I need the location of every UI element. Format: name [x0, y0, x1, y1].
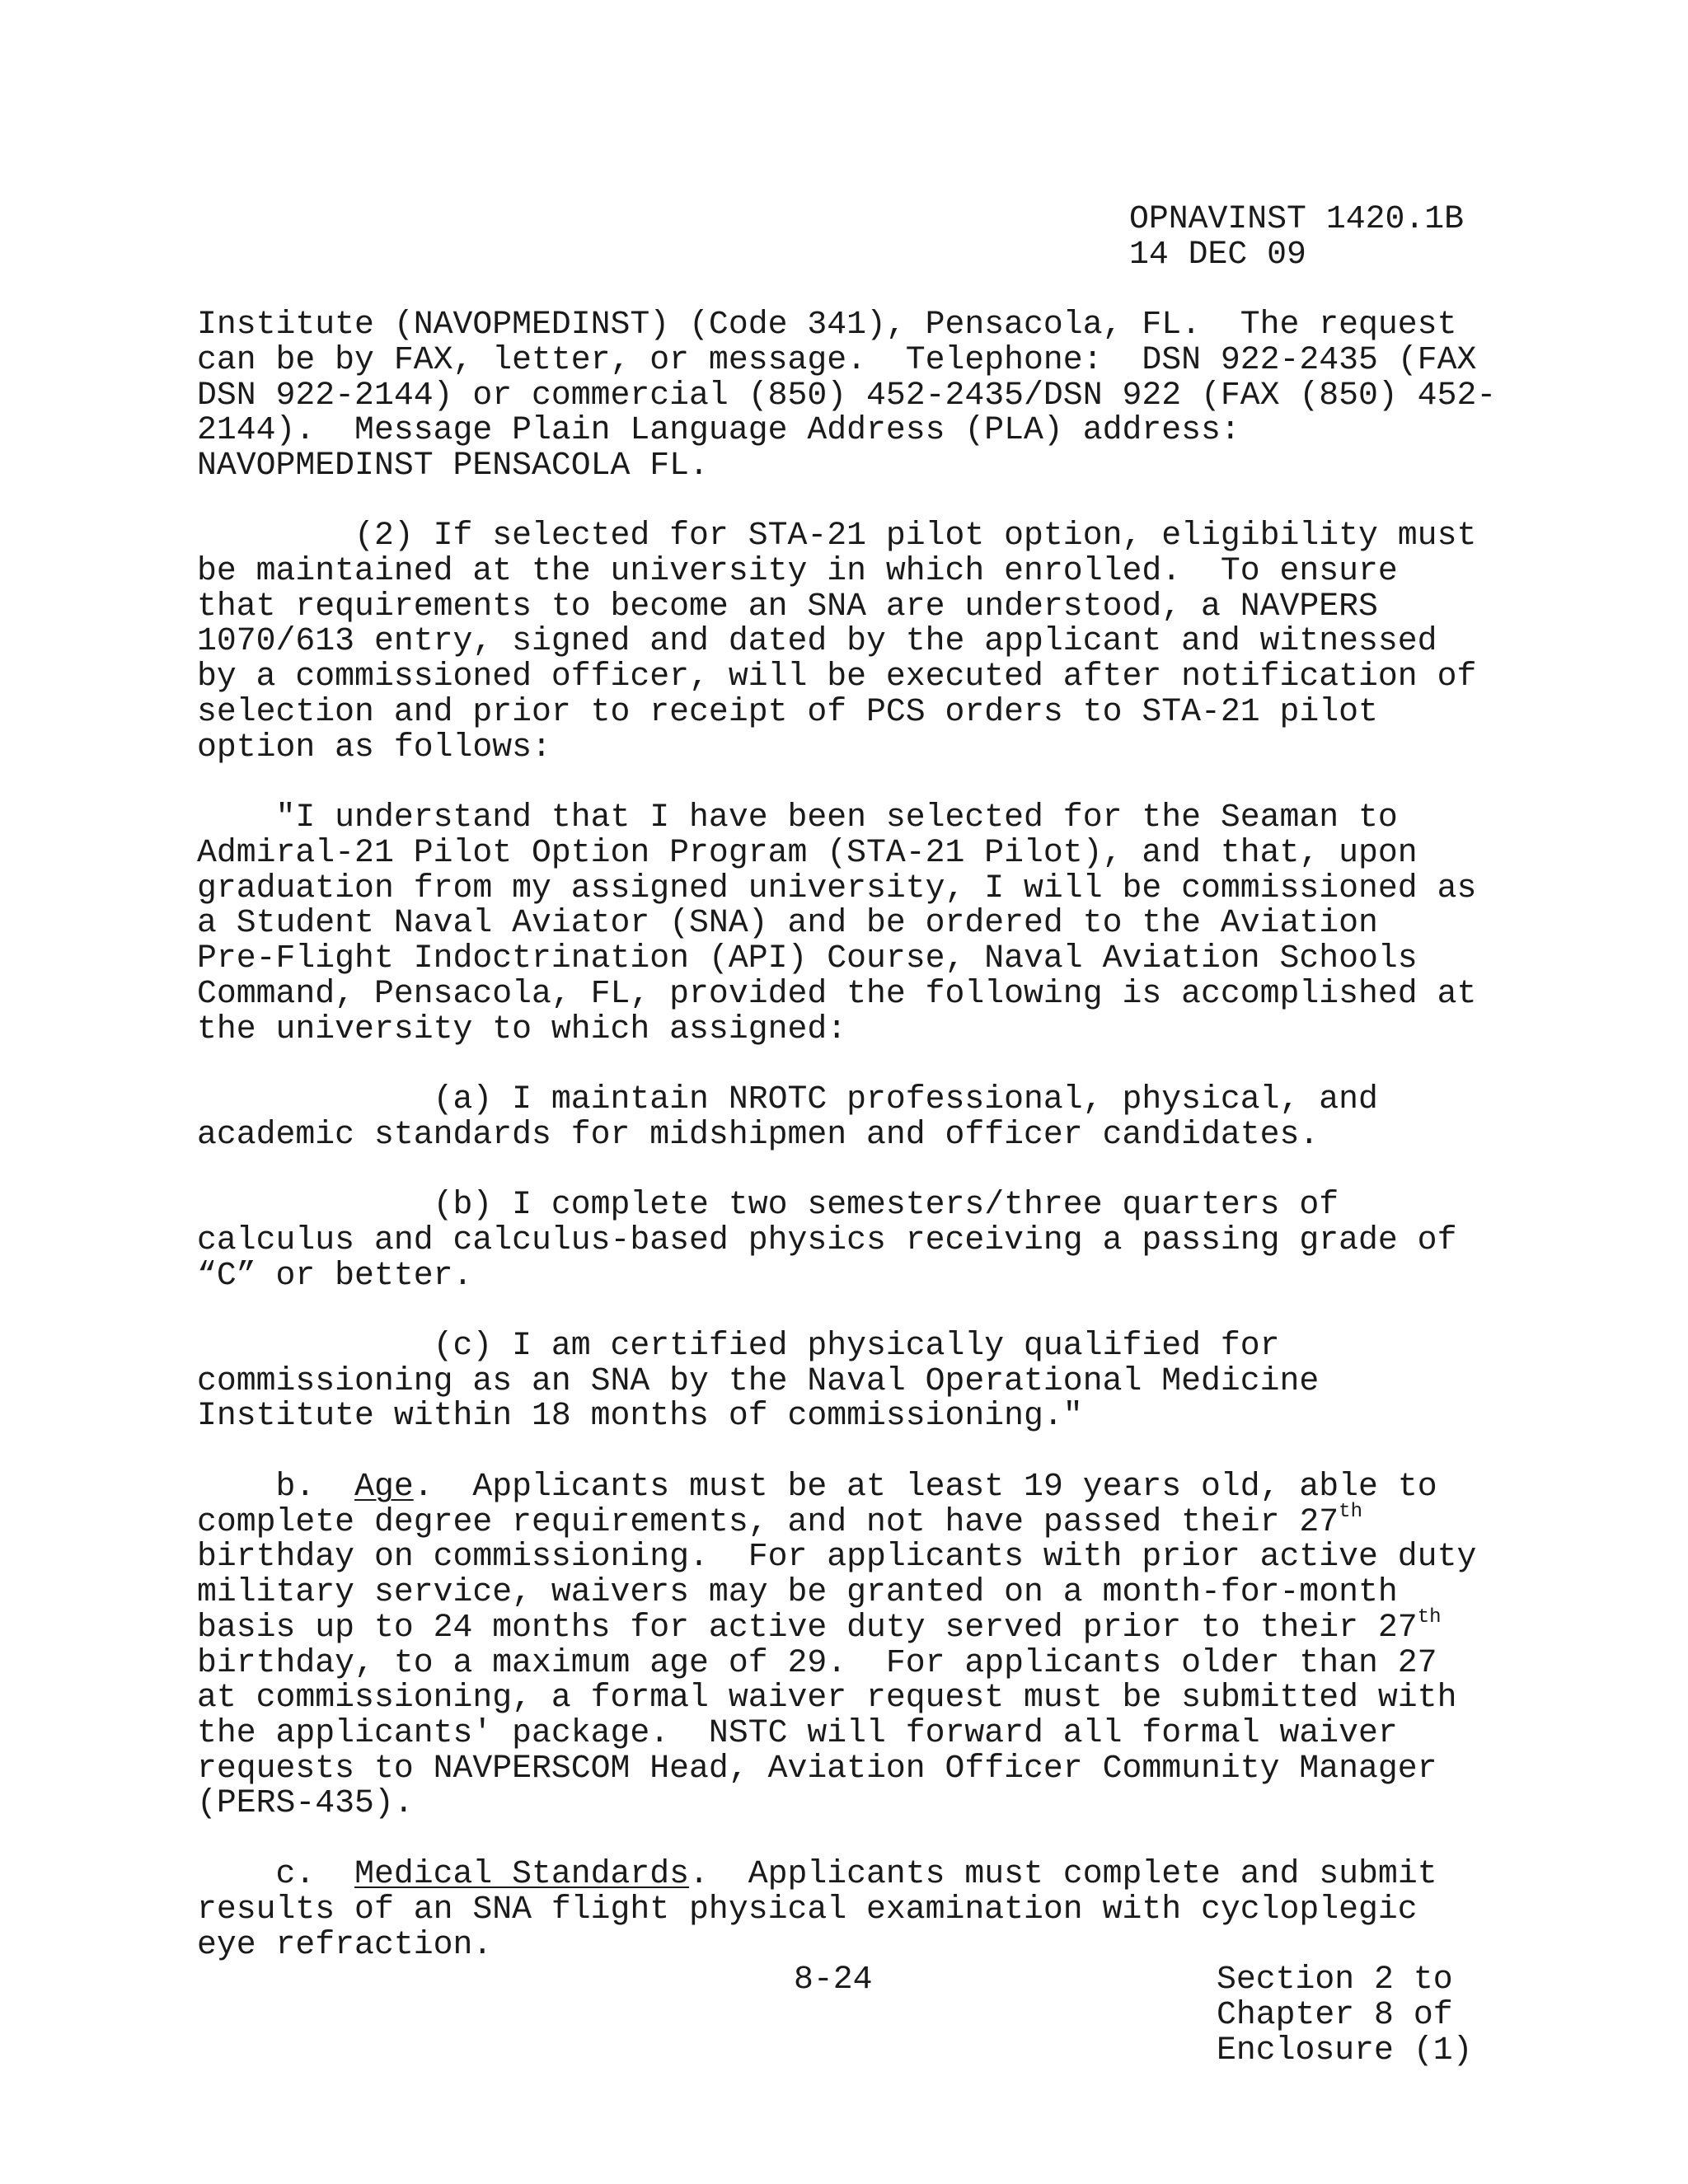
contact-line: 2144). Message Plain Language Address (PLA) address:	[197, 411, 1240, 448]
superscript-th: th	[1339, 1501, 1362, 1523]
contact-line: can be by FAX, letter, or message. Telephone: DSN 922-2435 (FAX	[197, 341, 1477, 378]
medical-line: eye refraction.	[197, 1926, 493, 1963]
item-a-line: academic standards for midshipmen and officer candidates.	[197, 1116, 1320, 1153]
age-line: the applicants' package. NSTC will forward all formal waiver	[197, 1714, 1398, 1751]
statement-line: the university to which assigned:	[197, 1010, 847, 1047]
para2-line: option as follows:	[197, 729, 551, 766]
superscript-th: th	[1417, 1606, 1442, 1629]
contact-line: NAVOPMEDINST PENSACOLA FL.	[197, 447, 709, 484]
item-a-line: (a) I maintain NROTC professional, physical, and	[197, 1080, 1378, 1118]
statement-line: a Student Naval Aviator (SNA) and be ordered to the Aviation	[197, 904, 1378, 941]
statement-line: graduation from my assigned university, I will be commissioned as	[197, 869, 1477, 907]
page-number: 8-24	[794, 1961, 873, 1998]
age-line: complete degree requirements, and not have passed their 27th	[197, 1501, 1362, 1540]
statement-line: Command, Pensacola, FL, provided the following is accomplished at	[197, 975, 1477, 1012]
para2-line: be maintained at the university in which enrolled. To ensure	[197, 552, 1398, 589]
para2-line: 1070/613 entry, signed and dated by the applicant and witnessed	[197, 622, 1437, 659]
footer-section-line: Section 2 to	[1217, 1961, 1453, 1998]
para2-line: selection and prior to receipt of PCS orders to STA-21 pilot	[197, 693, 1378, 730]
item-b-line: (b) I complete two semesters/three quarters of	[197, 1186, 1339, 1223]
para2-line: (2) If selected for STA-21 pilot option, eligibility must	[197, 517, 1477, 554]
medical-label: c.	[197, 1855, 355, 1892]
age-line: military service, waivers may be granted on a month-for-month	[197, 1573, 1398, 1610]
doc-date: 14 DEC 09	[1129, 236, 1306, 273]
age-line: requests to NAVPERSCOM Head, Aviation Officer Community Manager	[197, 1750, 1437, 1787]
age-line: at commissioning, a formal waiver request must be submitted with	[197, 1679, 1457, 1716]
statement-line: "I understand that I have been selected for the Seaman to	[197, 799, 1398, 836]
age-line: basis up to 24 months for active duty served prior to their 27th	[197, 1606, 1442, 1646]
footer-section-line: Enclosure (1)	[1217, 2032, 1473, 2069]
statement-line: Pre-Flight Indoctrination (API) Course, Naval Aviation Schools	[197, 940, 1418, 977]
medical-heading: Medical Standards	[354, 1855, 690, 1892]
medical-text: . Applicants must complete and submit	[689, 1855, 1437, 1892]
item-c-line: Institute within 18 months of commissioning."	[197, 1397, 1083, 1434]
contact-line: Institute (NAVOPMEDINST) (Code 341), Pensacola, FL. The request	[197, 306, 1457, 343]
item-c-line: commissioning as an SNA by the Naval Operational Medicine	[197, 1362, 1320, 1399]
age-heading: Age	[354, 1468, 414, 1505]
age-label: b.	[197, 1468, 355, 1505]
age-line: birthday on commissioning. For applicants with prior active duty	[197, 1538, 1477, 1575]
contact-line: DSN 922-2144) or commercial (850) 452-2435/DSN 922 (FAX (850) 452-	[197, 377, 1497, 414]
para2-line: that requirements to become an SNA are understood, a NAVPERS	[197, 588, 1378, 625]
item-b-line: “C” or better.	[197, 1257, 473, 1294]
doc-number: OPNAVINST 1420.1B	[1129, 200, 1464, 237]
statement-line: Admiral-21 Pilot Option Program (STA-21 Pilot), and that, upon	[197, 834, 1418, 871]
age-line: (PERS-435).	[197, 1784, 414, 1821]
para2-line: by a commissioned officer, will be executed after notification of	[197, 658, 1477, 695]
age-line: birthday, to a maximum age of 29. For applicants older than 27	[197, 1644, 1437, 1681]
medical-paragraph-first-line	[197, 1855, 1437, 1892]
age-text: . Applicants must be at least 19 years old, able to	[413, 1468, 1437, 1505]
age-paragraph-first-line	[197, 1470, 1437, 1503]
medical-line: results of an SNA flight physical examination with cycloplegic	[197, 1891, 1418, 1928]
item-c-line: (c) I am certified physically qualified for	[197, 1327, 1280, 1364]
item-b-line: calculus and calculus-based physics receiving a passing grade of	[197, 1221, 1457, 1258]
footer-section-line: Chapter 8 of	[1217, 1996, 1453, 2033]
